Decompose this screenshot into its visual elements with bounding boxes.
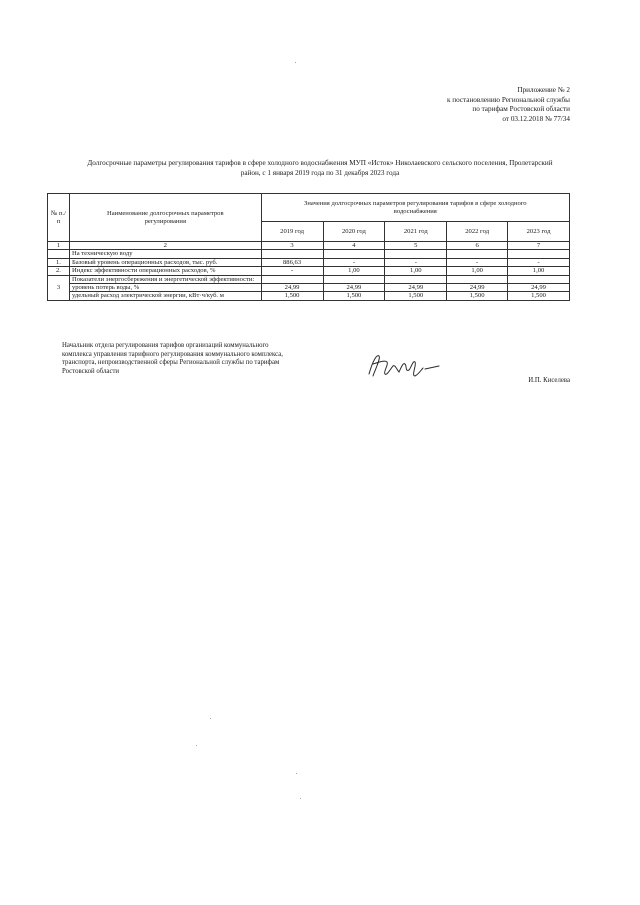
value-cell: 1,00 [508, 267, 570, 275]
year-cell: 2021 год [385, 222, 447, 242]
scan-speck [300, 798, 301, 799]
table-row [48, 258, 570, 266]
row-name: Индекс эффективности операционных расходов, % [69, 267, 261, 275]
position-line-1: Начальник отдела регулирования тарифов организаций коммунального [62, 342, 269, 349]
scan-speck [296, 773, 297, 774]
annex-number: Приложение № 2 [517, 86, 570, 94]
signer-name: И.П. Киселева [528, 377, 570, 384]
year-cell: 2022 год [447, 222, 508, 242]
year-cell: 2019 год [261, 222, 323, 242]
row-name: удельный расход электрической энергии, кВт·ч/куб. м [69, 292, 261, 300]
position-line-3: транспорта, непроизводственной сферы Региональной службы по тарифам [62, 359, 280, 367]
value-cell: 24,99 [385, 284, 447, 292]
year-cell: 2023 год [508, 222, 570, 242]
section-label: На техническую воду [69, 250, 261, 258]
header-num: № п./п [48, 194, 70, 242]
table-row [48, 267, 570, 275]
title-line-1: Долгосрочные параметры регулирования тарифов в сфере холодного водоснабжения МУП «Исток» Николаевского сельского поселения, Пролетарский [87, 159, 553, 167]
parameters-table [47, 193, 570, 301]
index-cell: 6 [447, 242, 508, 250]
annex-agency: по тарифам Ростовской области [472, 105, 570, 113]
signatory-position [62, 342, 332, 376]
title-line-2: район, с 1 января 2019 года по 31 декабря 2023 года [240, 169, 400, 177]
document-title [50, 158, 590, 178]
annex-ref: к постановлению Региональной службы [446, 95, 570, 104]
section-row [48, 250, 570, 258]
scan-speck [196, 745, 197, 746]
handwritten-signature [365, 350, 445, 382]
row-name: уровень потерь воды, % [69, 284, 261, 292]
value-cell: 1,500 [261, 292, 323, 300]
value-cell: 1,500 [447, 292, 508, 300]
value-cell: 24,99 [323, 284, 385, 292]
year-cell: 2020 год [323, 222, 385, 242]
table-row [48, 275, 570, 283]
value-cell: - [508, 258, 570, 266]
header-name: Наименование долгосрочных параметров регулирования [69, 194, 261, 242]
value-cell: - [323, 258, 385, 266]
table-row [48, 284, 570, 292]
value-cell: 1,00 [323, 267, 385, 275]
index-row [48, 242, 570, 250]
row-name: Показатели энергосбережения и энергетической эффективности: [69, 275, 261, 283]
value-cell: 1,500 [323, 292, 385, 300]
row-num: 2. [48, 267, 70, 275]
scan-speck [210, 718, 211, 719]
row-num: 3 [48, 275, 70, 300]
row-num: 1. [48, 258, 70, 266]
value-cell: 24,99 [447, 284, 508, 292]
value-cell: 1,500 [385, 292, 447, 300]
value-cell: 1,00 [385, 267, 447, 275]
index-cell: 5 [385, 242, 447, 250]
value-cell: 24,99 [508, 284, 570, 292]
value-cell: - [447, 258, 508, 266]
index-cell: 4 [323, 242, 385, 250]
table-row [48, 292, 570, 300]
value-cell: - [385, 258, 447, 266]
position-line-2: комплекса управления тарифного регулирования коммунального комплекса, [62, 350, 283, 358]
value-cell: 24,99 [261, 284, 323, 292]
scan-speck [295, 62, 296, 63]
row-name: Базовый уровень операционных расходов, тыс. руб. [69, 258, 261, 266]
index-cell: 2 [69, 242, 261, 250]
annex-date: от 03.12.2018 № 77/34 [502, 114, 570, 123]
header-values: Значения долгосрочных параметров регулирования тарифов в сфере холодного водоснабжения [261, 194, 569, 222]
value-cell: 1,500 [508, 292, 570, 300]
position-line-4: Ростовской области [62, 367, 120, 375]
index-cell: 1 [48, 242, 70, 250]
value-cell: - [261, 267, 323, 275]
annex-header [447, 86, 570, 124]
index-cell: 7 [508, 242, 570, 250]
index-cell: 3 [261, 242, 323, 250]
header-row [48, 194, 570, 222]
value-cell: 886,63 [261, 258, 323, 266]
value-cell: 1,00 [447, 267, 508, 275]
